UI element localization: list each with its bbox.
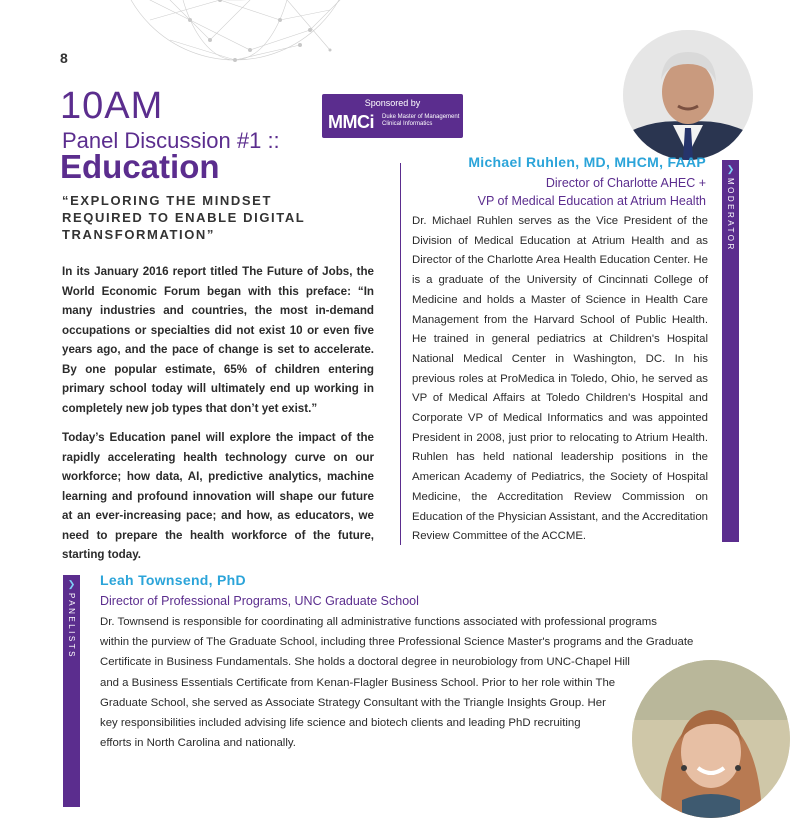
- bio-line: Graduate School, she served as Associate Strategy Consultant with the Triangle Insights Group. Her: [100, 696, 606, 709]
- bio-line: and a Business Essentials Certificate from Kenan-Flagler Business School. Prior to her role within The: [100, 676, 616, 689]
- moderator-title: Director of Charlotte AHEC +: [545, 176, 706, 190]
- intro-paragraph: Today’s Education panel will explore the impact of the rapidly accelerating health technology curve on our workforce; how data, AI, predictive analytics, machine learning and profound innovation will shape our future at an ever-increasing pace; and how, as educators, we need to prepare the health workforce of the future, starting today.: [62, 431, 374, 561]
- moderator-tab-label: MODERATOR: [726, 178, 735, 252]
- intro-paragraph: In its January 2016 report titled The Future of Jobs, the World Economic Forum began with this preface: “In many industries and countries, the most in-demand occupations or specialties did not exist 10 or even five years ago, and the pace of change is set to accelerate. By one popular estimate, 65% of children entering primary school today will ultimately end up working in completely new job types that don’t yet exist.”: [62, 265, 374, 415]
- panelist-title: Director of Professional Programs, UNC Graduate School: [100, 594, 419, 608]
- chevron-down-icon: ❯: [726, 164, 735, 174]
- panel-label: Panel Discussion #1 ::: [62, 128, 280, 153]
- panelist-name: Leah Townsend, PhD: [100, 572, 246, 588]
- moderator-tab: [722, 160, 739, 542]
- bio-line: key responsibilities included advising life science and biotech clients and leading PhD recruiting: [100, 717, 581, 730]
- session-time: 10AM: [60, 85, 164, 127]
- intro-text: [62, 262, 374, 575]
- panelists-tab-label: PANELISTS: [67, 593, 76, 659]
- bio-line: efforts in North Carolina and nationally.: [100, 737, 296, 750]
- chevron-down-icon: ❯: [67, 579, 76, 589]
- panel-topic: Education: [60, 148, 220, 185]
- moderator-bio: Dr. Michael Ruhlen serves as the Vice President of the Division of Medical Education at Atrium Health and as Director of the Charlotte Area Health Education Center. He is a graduate of the University of Cincinnati College of Medicine and holds a Master of Science in Health Care Management from the Harvard School of Public Health. He trained in general pediatrics at Children's Hospital National Medical Center in Washington, DC. In his previous roles at ProMedica in Toledo, Ohio, he served as VP of Medical Affairs at Toledo Children's Hospital and Corporate VP of Medical Informatics and was appointed President in 2008, just prior to relocating to Atrium Health. Ruhlen has held national leadership positions in the American Academy of Pediatrics, the Society of Hospital Medicine, the Accreditation Review Commission on Education of the Physician Assistant, and the Accreditation Review Committee of the ACCME.: [412, 215, 708, 543]
- panel-quote: “EXPLORING THE MINDSET REQUIRED TO ENABLE DIGITAL TRANSFORMATION”: [62, 193, 306, 242]
- column-divider: [400, 163, 401, 545]
- moderator-title: VP of Medical Education at Atrium Health: [477, 194, 706, 208]
- moderator-photo: [623, 30, 753, 160]
- panelists-tab: [63, 575, 80, 807]
- sponsor-badge: [322, 94, 463, 138]
- bio-line: Dr. Townsend is responsible for coordinating all administrative functions associated with professional programs: [100, 616, 657, 628]
- bio-line: Certificate in Business Fundamentals. She holds a doctoral degree in neurobiology from UNC-Chapel Hill: [100, 656, 630, 669]
- sponsor-label: Sponsored by: [364, 98, 421, 108]
- sponsor-subtitle: Duke Master of Management Clinical Informatics: [382, 114, 460, 127]
- sponsor-logo: MMCi: [328, 112, 374, 132]
- page-number: 8: [60, 50, 68, 66]
- moderator-name: Michael Ruhlen, MD, MHCM, FAAP: [468, 154, 706, 170]
- bio-line: within the purview of The Graduate School, including three Professional Science Master's programs and the Graduate: [100, 636, 694, 649]
- panelist-photo: [632, 660, 790, 818]
